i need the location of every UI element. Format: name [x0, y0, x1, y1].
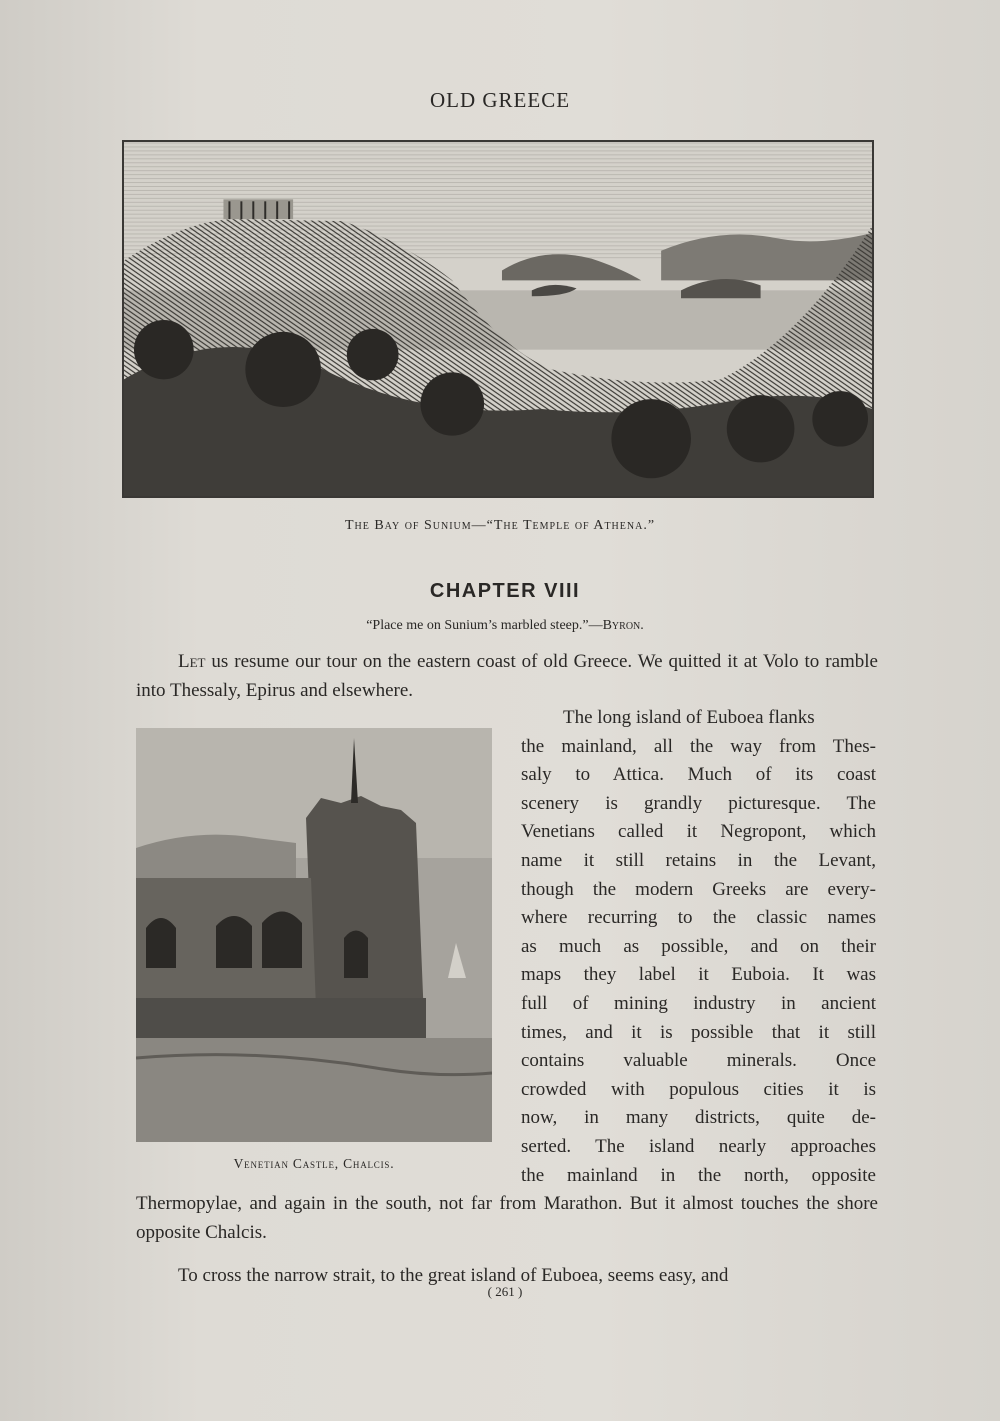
top-plate-caption: The Bay of Sunium—“The Temple of Athena.”: [344, 518, 656, 533]
running-head: OLD GREECE: [429, 88, 571, 112]
venetian-castle-engraving: [136, 728, 492, 1142]
epigraph-author: Byron.: [602, 618, 644, 633]
paragraph-2-line: times, and it is possible that it still: [521, 1021, 876, 1043]
paragraph-1: [136, 648, 878, 705]
paragraph-2-line: where recurring to the classic names: [521, 907, 876, 929]
paragraph-2-line: name it still retains in the Levant,: [521, 849, 876, 871]
paragraph-2-line: the mainland in the north, opposite: [521, 1164, 876, 1186]
paragraph-2-line: scenery is grandly picturesque. The: [521, 792, 876, 814]
paragraph-2-line: Venetians called it Negropont, which: [521, 821, 876, 843]
paragraph-2-line: saly to Attica. Much of its coast: [521, 764, 876, 786]
paragraph-2-line: as much as possible, and on their: [521, 935, 876, 957]
paragraph-2-line: now, in many districts, quite de-: [521, 1107, 876, 1129]
chapter-title: CHAPTER VIII: [429, 580, 581, 602]
paragraph-2-line: though the modern Greeks are every-: [521, 878, 876, 900]
paragraph-1-text: us resume our tour on the eastern coast of old Greece. We quitted it at Volo to ramble into Thessaly, Epirus and elsewhere.: [136, 651, 878, 701]
paragraph-2-line: full of mining industry in ancient: [521, 992, 876, 1014]
paragraph-2-line: crowded with populous cities it is: [521, 1078, 876, 1100]
paragraph-2-line: contains valuable minerals. Once: [521, 1050, 876, 1072]
paragraph-3: To cross the narrow strait, to the great island of Euboea, seems easy, and: [178, 1265, 729, 1286]
paragraph-2-line: The long island of Euboea flanks: [563, 707, 815, 728]
paragraph-2-line: serted. The island nearly approaches: [521, 1135, 876, 1157]
paragraph-2-line: the mainland, all the way from Thes-: [521, 735, 876, 757]
epigraph-quote: “Place me on Sunium’s marbled steep.”—: [366, 618, 603, 633]
epigraph: [0, 618, 1000, 634]
left-plate-caption: Venetian Castle, Chalcis.: [233, 1156, 395, 1171]
bay-of-sunium-engraving: [122, 140, 874, 498]
paragraph-2-column: [521, 704, 876, 1190]
page-number: ( 261 ): [487, 1284, 523, 1299]
paragraph-2-tail: Thermopylae, and again in the south, not far from Marathon. But it almost touches the shore opposite Chalcis.: [136, 1193, 878, 1243]
paragraph-1-lead: Let: [178, 651, 206, 672]
paragraph-2-line: maps they label it Euboia. It was: [521, 964, 876, 986]
